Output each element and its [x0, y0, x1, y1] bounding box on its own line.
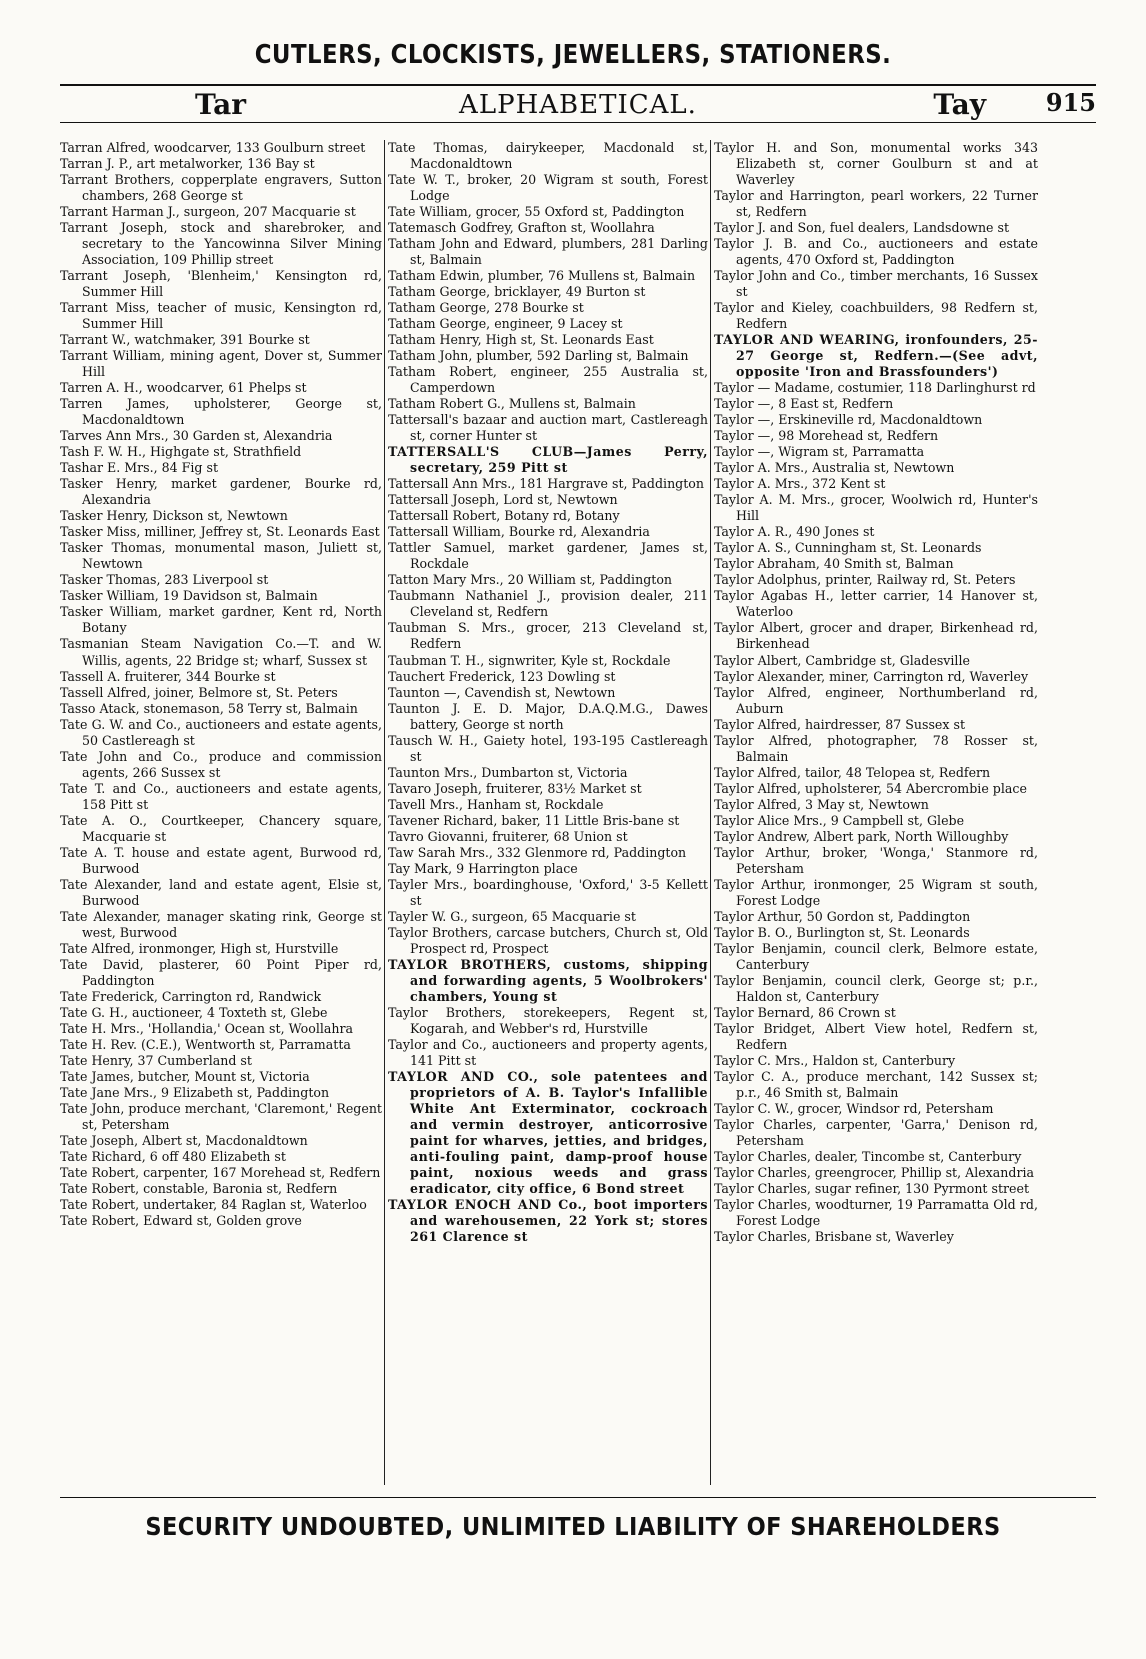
directory-entry: Tarren James, upholsterer, George st, Macdonaldtown: [60, 396, 382, 428]
directory-entry: Taylor J. and Son, fuel dealers, Landsdowne st: [714, 220, 1010, 236]
directory-entry: Tatham Edwin, plumber, 76 Mullens st, Balmain: [388, 268, 696, 284]
directory-entry: Taylor —, Wigram st, Parramatta: [714, 444, 925, 460]
directory-entry: Tausch W. H., Gaiety hotel, 193-195 Castlereagh st: [388, 732, 708, 764]
directory-entry: Tarrant William, mining agent, Dover st, Summer Hill: [60, 348, 382, 380]
page-header: [60, 86, 1096, 122]
directory-entry: Tarrant W., watchmaker, 391 Bourke st: [60, 332, 310, 348]
directory-entry: Tatham Robert, engineer, 255 Australia st, Camperdown: [388, 364, 708, 396]
directory-entry: Tatemasch Godfrey, Grafton st, Woollahra: [388, 220, 655, 236]
directory-entry: Tate Robert, carpenter, 167 Morehead st, Redfern: [60, 1165, 381, 1180]
directory-entry: Taylor J. B. and Co., auctioneers and estate agents, 470 Oxford st, Paddington: [714, 236, 1038, 268]
directory-entry: Taylor B. O., Burlington st, St. Leonards: [714, 924, 970, 940]
directory-entry: Taylor —, 8 East st, Redfern: [714, 396, 894, 412]
directory-entry: Taubman T. H., signwriter, Kyle st, Rockdale: [388, 652, 671, 668]
directory-entry: Taylor Brothers, storekeepers, Regent st, Kogarah, and Webber's rd, Hurstville: [388, 1004, 708, 1036]
directory-entry: Taylor Andrew, Albert park, North Willoughby: [714, 828, 1009, 844]
directory-entry: Tasker William, market gardner, Kent rd, North Botany: [60, 604, 382, 636]
directory-entry: Tatton Mary Mrs., 20 William st, Paddington: [388, 572, 673, 588]
footer-rule: [60, 1497, 1096, 1498]
directory-entry: Taw Sarah Mrs., 332 Glenmore rd, Paddington: [388, 844, 687, 860]
directory-entry: TAYLOR AND CO., sole patentees and proprietors of A. B. Taylor's Infallible White Ant Exterminator, cockroach and vermin destroyer, anticorrosive paint for wharves, jetties, and bridges, anti-fouling paint, damp-proof house paint, noxious weeds and grass eradicator, city office, 6 Bond street: [388, 1068, 708, 1197]
directory-entry: Tatham George, 278 Bourke st: [388, 300, 584, 316]
directory-entry: Tatham Henry, High st, St. Leonards East: [388, 332, 654, 348]
directory-entry: Taylor C. A., produce merchant, 142 Sussex st; p.r., 46 Smith st, Balmain: [714, 1068, 1038, 1100]
directory-entry: Taylor Arthur, ironmonger, 25 Wigram st south, Forest Lodge: [714, 876, 1038, 908]
directory-entry: Tarrant Miss, teacher of music, Kensington rd, Summer Hill: [60, 300, 382, 332]
directory-entry: Tasker Miss, milliner, Jeffrey st, St. Leonards East: [60, 524, 380, 540]
directory-entry: Taylor and Kieley, coachbuilders, 98 Redfern st, Redfern: [714, 300, 1038, 332]
directory-entry: Taylor Abraham, 40 Smith st, Balman: [714, 556, 954, 572]
directory-entry: Tatham George, engineer, 9 Lacey st: [388, 316, 623, 332]
directory-entry: Tavro Giovanni, fruiterer, 68 Union st: [388, 828, 628, 844]
directory-entry: Tate Joseph, Albert st, Macdonaldtown: [60, 1132, 308, 1148]
directory-entry: Tate T. and Co., auctioneers and estate agents, 158 Pitt st: [60, 780, 382, 812]
directory-entry: Taylor Alexander, miner, Carrington rd, Waverley: [714, 668, 1029, 684]
directory-entry: Taylor Albert, grocer and draper, Birkenhead rd, Birkenhead: [714, 620, 1038, 652]
directory-entry: Tate David, plasterer, 60 Point Piper rd, Paddington: [60, 956, 382, 988]
directory-entry: Taylor Alfred, hairdresser, 87 Sussex st: [714, 716, 966, 732]
column-divider: [710, 140, 711, 1485]
directory-entry: Taylor A. M. Mrs., grocer, Woolwich rd, Hunter's Hill: [714, 492, 1038, 524]
directory-entry: Tay Mark, 9 Harrington place: [388, 860, 578, 876]
directory-entry: Taylor Benjamin, council clerk, George st; p.r., Haldon st, Canterbury: [714, 972, 1038, 1004]
directory-entry: Tate G. H., auctioneer, 4 Toxteth st, Glebe: [60, 1004, 328, 1020]
directory-entry: Taylor Agabas H., letter carrier, 14 Hanover st, Waterloo: [714, 588, 1038, 620]
directory-entry: Taubmann Nathaniel J., provision dealer, 211 Cleveland st, Redfern: [388, 588, 708, 620]
directory-entry: Taylor Charles, dealer, Tincombe st, Canterbury: [714, 1148, 1022, 1164]
directory-entry: Taylor Charles, carpenter, 'Garra,' Denison rd, Petersham: [714, 1116, 1038, 1148]
directory-entry: Tate A. T. house and estate agent, Burwood rd, Burwood: [60, 844, 382, 876]
page-number: 915: [1045, 88, 1096, 117]
directory-entry: Tassell Alfred, joiner, Belmore st, St. Peters: [60, 684, 338, 700]
directory-entry: Tattersall's bazaar and auction mart, Castlereagh st, corner Hunter st: [388, 412, 708, 444]
directory-entry: Taylor Alice Mrs., 9 Campbell st, Glebe: [714, 812, 965, 828]
directory-entry: Tarrant Joseph, 'Blenheim,' Kensington rd, Summer Hill: [60, 268, 382, 300]
directory-entry: Tate Robert, constable, Baronia st, Redfern: [60, 1181, 338, 1197]
directory-entry: Taylor A. Mrs., 372 Kent st: [714, 476, 886, 492]
directory-entry: Tavener Richard, baker, 11 Little Bris-bane st: [388, 812, 680, 828]
directory-entry: Taylor H. and Son, monumental works 343 Elizabeth st, corner Goulburn st and at Waverley: [714, 140, 1038, 188]
directory-entry: Tatham John, plumber, 592 Darling st, Balmain: [388, 348, 689, 364]
directory-entry: Tarves Ann Mrs., 30 Garden st, Alexandria: [60, 428, 333, 444]
top-advertising-banner: CUTLERS, CLOCKISTS, JEWELLERS, STATIONERS.: [254, 40, 892, 70]
directory-entry: Tattersall William, Bourke rd, Alexandria: [388, 524, 650, 540]
directory-entry: Tasmanian Steam Navigation Co.—T. and W. Willis, agents, 22 Bridge st; wharf, Sussex st: [60, 636, 382, 668]
directory-entry: Tash F. W. H., Highgate st, Strathfield: [60, 444, 302, 460]
directory-entry: Taylor C. W., grocer, Windsor rd, Petersham: [714, 1100, 994, 1116]
directory-entry: Tate Henry, 37 Cumberland st: [60, 1052, 252, 1068]
directory-entry: Tasker Henry, market gardener, Bourke rd, Alexandria: [60, 476, 382, 508]
directory-entry: Tattersall Ann Mrs., 181 Hargrave st, Paddington: [388, 476, 704, 492]
directory-entry: Tayler W. G., surgeon, 65 Macquarie st: [388, 908, 636, 924]
directory-entry: Taylor Alfred, 3 May st, Newtown: [714, 796, 929, 812]
directory-entry: Tavaro Joseph, fruiterer, 83½ Market st: [388, 780, 642, 796]
directory-column-3: [714, 140, 1038, 1485]
directory-entry: Tate Alexander, manager skating rink, George st west, Burwood: [60, 908, 382, 940]
header-rule-bottom: [60, 122, 1096, 123]
column-divider: [384, 140, 385, 1485]
directory-entry: Taylor Adolphus, printer, Railway rd, St. Peters: [714, 572, 1016, 588]
directory-entry: Tashar E. Mrs., 84 Fig st: [60, 460, 219, 476]
directory-entry: Tavell Mrs., Hanham st, Rockdale: [388, 796, 604, 812]
directory-entry: Taylor A. Mrs., Australia st, Newtown: [714, 460, 955, 476]
directory-entry: Tasker Thomas, 283 Liverpool st: [60, 572, 269, 588]
directory-entry: Tate Robert, Edward st, Golden grove: [60, 1213, 302, 1229]
directory-entry: Taunton Mrs., Dumbarton st, Victoria: [388, 764, 628, 780]
directory-entry: Tattler Samuel, market gardener, James st, Rockdale: [388, 540, 708, 572]
directory-entry: Tatham John and Edward, plumbers, 281 Darling st, Balmain: [388, 236, 708, 268]
directory-entry: Tarrant Joseph, stock and sharebroker, and secretary to the Yancowinna Silver Mining Association, 109 Phillip street: [60, 220, 382, 268]
directory-entry: Tate Thomas, dairykeeper, Macdonald st, Macdonaldtown: [388, 140, 708, 172]
directory-entry: Tate A. O., Courtkeeper, Chancery square, Macquarie st: [60, 812, 382, 844]
directory-entry: Taylor Charles, woodturner, 19 Parramatta Old rd, Forest Lodge: [714, 1197, 1038, 1229]
directory-entry: Taylor — Madame, costumier, 118 Darlinghurst rd: [714, 380, 1036, 396]
directory-entry: TATTERSALL'S CLUB—James Perry, secretary, 259 Pitt st: [388, 444, 708, 476]
directory-entry: Taylor Charles, greengrocer, Phillip st, Alexandria: [714, 1165, 1035, 1180]
directory-entry: Taylor C. Mrs., Haldon st, Canterbury: [714, 1052, 956, 1068]
directory-entry: Taylor Benjamin, council clerk, Belmore estate, Canterbury: [714, 940, 1038, 972]
directory-entry: Tasker Thomas, monumental mason, Juliett st, Newtown: [60, 540, 382, 572]
directory-entry: Tayler Mrs., boardinghouse, 'Oxford,' 3-5 Kellett st: [388, 876, 708, 908]
guide-word-left: Tar: [195, 88, 247, 121]
directory-entry: Tate Richard, 6 off 480 Elizabeth st: [60, 1148, 286, 1164]
directory-entry: TAYLOR AND WEARING, ironfounders, 25-27 George st, Redfern.—(See advt, opposite 'Iron and Brassfounders'): [714, 332, 1038, 380]
directory-entry: Tate Jane Mrs., 9 Elizabeth st, Paddington: [60, 1084, 330, 1100]
directory-entry: Tasso Atack, stonemason, 58 Terry st, Balmain: [60, 700, 358, 716]
directory-entry: Tatham George, bricklayer, 49 Burton st: [388, 284, 646, 300]
directory-entry: Taylor —, 98 Morehead st, Redfern: [714, 428, 939, 444]
directory-entry: Taylor Arthur, broker, 'Wonga,' Stanmore rd, Petersham: [714, 844, 1038, 876]
directory-entry: Taylor Charles, sugar refiner, 130 Pyrmont street: [714, 1181, 1030, 1197]
directory-entry: Taunton J. E. D. Major, D.A.Q.M.G., Dawes battery, George st north: [388, 700, 708, 732]
bottom-advertising-banner: SECURITY UNDOUBTED, UNLIMITED LIABILITY OF SHAREHOLDERS: [145, 1512, 1001, 1541]
directory-entry: Tattersall Joseph, Lord st, Newtown: [388, 492, 618, 508]
directory-entry: Tate Robert, undertaker, 84 Raglan st, Waterloo: [60, 1197, 367, 1213]
directory-entry: Tate William, grocer, 55 Oxford st, Paddington: [388, 204, 685, 220]
directory-entry: Tarren A. H., woodcarver, 61 Phelps st: [60, 380, 307, 396]
directory-entry: Taylor Alfred, photographer, 78 Rosser st, Balmain: [714, 732, 1038, 764]
directory-entry: Taylor Alfred, upholsterer, 54 Abercrombie place: [714, 780, 1027, 796]
directory-entry: Tate John, produce merchant, 'Claremont,' Regent st, Petersham: [60, 1100, 382, 1132]
directory-entry: Tate Frederick, Carrington rd, Randwick: [60, 988, 322, 1004]
directory-entry: Taunton —, Cavendish st, Newtown: [388, 684, 616, 700]
directory-entry: Taylor Alfred, engineer, Northumberland rd, Auburn: [714, 684, 1038, 716]
directory-entry: Tate John and Co., produce and commission agents, 266 Sussex st: [60, 748, 382, 780]
directory-entry: Taylor Alfred, tailor, 48 Telopea st, Redfern: [714, 764, 991, 780]
directory-entry: Taylor Albert, Cambridge st, Gladesville: [714, 652, 970, 668]
directory-entry: TAYLOR ENOCH AND Co., boot importers and warehousemen, 22 York st; stores 261 Clarence st: [388, 1197, 708, 1245]
directory-entry: Tate G. W. and Co., auctioneers and estate agents, 50 Castlereagh st: [60, 716, 382, 748]
directory-entry: Tate H. Rev. (C.E.), Wentworth st, Parramatta: [60, 1036, 351, 1052]
directory-entry: Taylor Charles, Brisbane st, Waverley: [714, 1229, 954, 1245]
directory-entry: Taubman S. Mrs., grocer, 213 Cleveland st, Redfern: [388, 620, 708, 652]
directory-entry: Tattersall Robert, Botany rd, Botany: [388, 508, 620, 524]
directory-entry: Taylor Arthur, 50 Gordon st, Paddington: [714, 908, 971, 924]
directory-entry: Tasker William, 19 Davidson st, Balmain: [60, 588, 318, 604]
directory-entry: Tatham Robert G., Mullens st, Balmain: [388, 396, 636, 412]
directory-entry: Tassell A. fruiterer, 344 Bourke st: [60, 668, 276, 684]
directory-entry: Tate Alexander, land and estate agent, Elsie st, Burwood: [60, 876, 382, 908]
directory-entry: Taylor Bridget, Albert View hotel, Redfern st, Redfern: [714, 1020, 1038, 1052]
directory-entry: Tarran Alfred, woodcarver, 133 Goulburn street: [60, 140, 366, 155]
directory-entry: Taylor and Harrington, pearl workers, 22 Turner st, Redfern: [714, 188, 1038, 220]
directory-entry: Taylor A. S., Cunningham st, St. Leonards: [714, 540, 982, 556]
directory-column-2: [388, 140, 708, 1485]
guide-word-right: Tay: [933, 88, 986, 121]
directory-columns: [60, 140, 1096, 1485]
directory-entry: Tate H. Mrs., 'Hollandia,' Ocean st, Woollahra: [60, 1020, 354, 1036]
directory-entry: Tarrant Harman J., surgeon, 207 Macquarie st: [60, 204, 356, 220]
directory-column-1: [60, 140, 382, 1485]
directory-entry: Taylor Brothers, carcase butchers, Church st, Old Prospect rd, Prospect: [388, 924, 708, 956]
directory-entry: Tate Alfred, ironmonger, High st, Hurstville: [60, 940, 339, 956]
section-title: ALPHABETICAL.: [459, 90, 697, 120]
directory-entry: Taylor Bernard, 86 Crown st: [714, 1004, 896, 1020]
directory-entry: Tate James, butcher, Mount st, Victoria: [60, 1068, 310, 1084]
directory-entry: Tarran J. P., art metalworker, 136 Bay st: [60, 156, 315, 172]
directory-entry: Taylor John and Co., timber merchants, 16 Sussex st: [714, 268, 1038, 300]
directory-entry: Tasker Henry, Dickson st, Newtown: [60, 508, 288, 524]
directory-entry: Tauchert Frederick, 123 Dowling st: [388, 668, 616, 684]
directory-entry: TAYLOR BROTHERS, customs, shipping and forwarding agents, 5 Woolbrokers' chambers, Young st: [388, 956, 708, 1004]
directory-entry: Taylor A. R., 490 Jones st: [714, 524, 875, 540]
directory-entry: Tarrant Brothers, copperplate engravers, Sutton chambers, 268 George st: [60, 172, 382, 204]
directory-entry: Tate W. T., broker, 20 Wigram st south, Forest Lodge: [388, 172, 708, 204]
directory-entry: Taylor —, Erskineville rd, Macdonaldtown: [714, 412, 983, 428]
directory-entry: Taylor and Co., auctioneers and property agents, 141 Pitt st: [388, 1036, 708, 1068]
